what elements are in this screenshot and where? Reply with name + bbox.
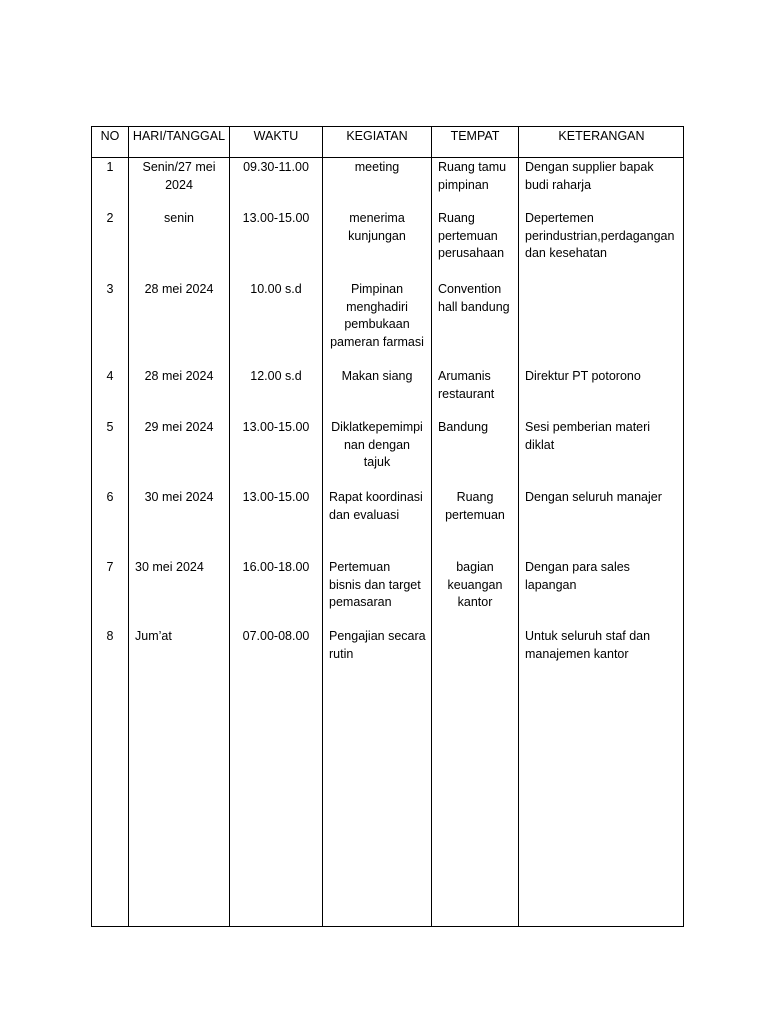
row-4-waktu: 12.00 s.d <box>250 369 302 383</box>
row-6-kegiatan: Rapat koordinasi dan evaluasi <box>329 490 423 522</box>
row-5-kegiatan: Diklatkepemimpi nan dengan tajuk <box>331 420 423 469</box>
row-2-waktu: 13.00-15.00 <box>242 211 310 225</box>
row-1-kegiatan: meeting <box>354 160 400 174</box>
row-4-kegiatan: Makan siang <box>341 369 413 383</box>
row-4-no: 4 <box>106 369 114 383</box>
row-7-hari-tanggal: 30 mei 2024 <box>135 560 204 574</box>
header-no: NO <box>100 129 120 143</box>
row-5-waktu: 13.00-15.00 <box>242 420 310 434</box>
row-2-no: 2 <box>106 211 114 225</box>
row-8-kegiatan: Pengajian secara rutin <box>329 629 426 661</box>
row-4-tempat: Arumanis restaurant <box>438 369 495 401</box>
row-7-keterangan: Dengan para sales lapangan <box>525 560 630 592</box>
row-6-hari-tanggal: 30 mei 2024 <box>144 490 214 504</box>
column-divider <box>128 127 129 926</box>
row-5-no: 5 <box>106 420 114 434</box>
row-1-keterangan: Dengan supplier bapak budi raharja <box>525 160 654 192</box>
row-3-tempat: Convention hall bandung <box>438 282 510 314</box>
header-tempat: TEMPAT <box>450 129 500 143</box>
header-waktu: WAKTU <box>253 129 299 143</box>
header-divider <box>92 157 683 158</box>
header-keterangan: KETERANGAN <box>558 129 645 143</box>
row-3-waktu: 10.00 s.d <box>250 282 302 296</box>
row-6-keterangan: Dengan seluruh manajer <box>525 490 662 504</box>
row-5-tempat: Bandung <box>438 420 489 434</box>
row-8-keterangan: Untuk seluruh staf dan manajemen kantor <box>525 629 651 661</box>
schedule-table <box>91 126 684 927</box>
row-2-tempat: Ruang pertemuan perusahaan <box>438 211 505 260</box>
row-3-kegiatan: Pimpinan menghadiri pembukaan pameran farmasi <box>330 282 424 349</box>
row-1-waktu: 09.30-11.00 <box>243 160 309 174</box>
row-7-kegiatan: Pertemuan bisnis dan target pemasaran <box>329 560 421 609</box>
row-2-keterangan: Depertemen perindustrian,perdagangan dan kesehatan <box>525 211 675 260</box>
row-5-keterangan: Sesi pemberian materi diklat <box>525 420 651 452</box>
row-2-kegiatan: menerima kunjungan <box>348 211 406 243</box>
row-6-waktu: 13.00-15.00 <box>242 490 310 504</box>
column-divider <box>431 127 432 926</box>
row-7-waktu: 16.00-18.00 <box>242 560 310 574</box>
row-7-no: 7 <box>106 560 114 574</box>
row-4-keterangan: Direktur PT potorono <box>525 369 641 383</box>
row-3-hari-tanggal: 28 mei 2024 <box>144 282 214 296</box>
row-6-no: 6 <box>106 490 114 504</box>
row-8-waktu: 07.00-08.00 <box>242 629 310 643</box>
header-kegiatan: KEGIATAN <box>346 129 408 143</box>
row-5-hari-tanggal: 29 mei 2024 <box>144 420 214 434</box>
row-6-tempat: Ruang pertemuan <box>445 490 505 522</box>
header-hari-tanggal: HARI/TANGGAL <box>132 129 226 143</box>
row-8-hari-tanggal: Jum’at <box>135 629 172 643</box>
row-1-hari-tanggal: Senin/27 mei 2024 <box>142 160 216 192</box>
column-divider <box>322 127 323 926</box>
row-7-tempat: bagian keuangan kantor <box>447 560 503 609</box>
row-1-no: 1 <box>106 160 114 174</box>
row-4-hari-tanggal: 28 mei 2024 <box>144 369 214 383</box>
column-divider <box>229 127 230 926</box>
row-2-hari-tanggal: senin <box>164 211 194 225</box>
row-3-no: 3 <box>106 282 114 296</box>
row-8-no: 8 <box>106 629 114 643</box>
row-1-tempat: Ruang tamu pimpinan <box>438 160 507 192</box>
